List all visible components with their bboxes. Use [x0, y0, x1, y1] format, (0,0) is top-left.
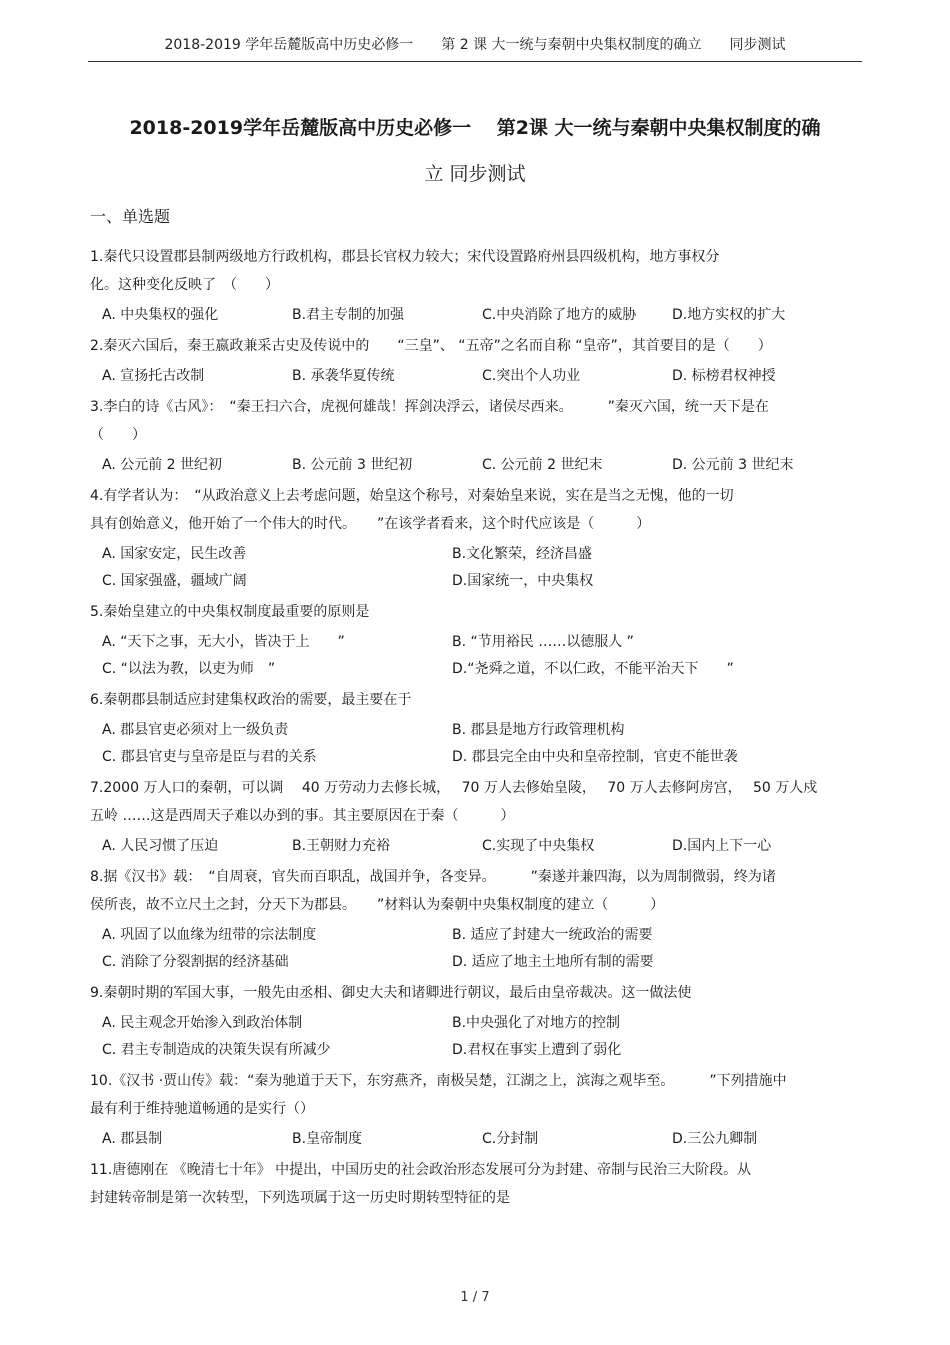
option-a[interactable]: A. 民主观念开始渗入到政治体制	[102, 1015, 303, 1031]
option-list	[90, 833, 862, 860]
option-c[interactable]: C. 公元前 2 世纪末	[482, 457, 603, 473]
question-stem: 9.秦朝时期的军国大事，一般先由丞相、御史大夫和诸卿进行朝议，最后由皇帝裁决。这一做法使	[90, 985, 692, 1001]
option-b[interactable]: B. “节用裕民 ……以德服人 ”	[452, 634, 634, 650]
section-heading: 一、单选题	[90, 207, 171, 226]
option-list	[90, 629, 862, 683]
option-d[interactable]: D.君权在事实上遭到了弱化	[452, 1042, 622, 1058]
question-6	[90, 686, 862, 771]
option-b[interactable]: B. 公元前 3 世纪初	[292, 457, 413, 473]
option-c[interactable]: C. “以法为教，以吏为师 ”	[102, 661, 276, 677]
option-list	[90, 1126, 862, 1153]
question-5	[90, 598, 862, 683]
option-d[interactable]: D.国家统一，中央集权	[452, 573, 594, 589]
title-line-1: 2018-2019学年岳麓版高中历史必修一 第2课 大一统与秦朝中央集权制度的确	[129, 117, 821, 139]
option-a[interactable]: A. 中央集权的强化	[102, 307, 219, 323]
option-d[interactable]: D. 公元前 3 世纪末	[672, 457, 794, 473]
option-c[interactable]: C.分封制	[482, 1131, 539, 1147]
option-c[interactable]: C.实现了中央集权	[482, 838, 595, 854]
option-list	[90, 302, 862, 329]
question-stem: 1.秦代只设置郡县制两级地方行政机构，郡县长官权力较大；宋代设置路府州县四级机构，地方事权分 化。这种变化反映了 （ ）	[90, 249, 720, 293]
question-stem: 3.李白的诗《古风》： “秦王扫六合，虎视何雄哉！挥剑决浮云，诸侯尽西来。 ”秦灭六国，统一天下是在 （ ）	[90, 399, 769, 443]
option-b[interactable]: B.君主专制的加强	[292, 307, 405, 323]
question-list	[90, 243, 862, 1212]
question-9	[90, 979, 862, 1064]
option-d[interactable]: D.地方实权的扩大	[672, 307, 786, 323]
option-a[interactable]: A. 国家安定，民生改善	[102, 546, 247, 562]
option-list	[90, 1010, 862, 1064]
running-header: 2018-2019 学年岳麓版高中历史必修一 第 2 课 大一统与秦朝中央集权制度的确立 同步测试	[164, 37, 786, 53]
option-d[interactable]: D.国内上下一心	[672, 838, 772, 854]
header-divider	[88, 61, 862, 62]
option-list	[90, 541, 862, 595]
title-line-2: 立 同步测试	[424, 163, 526, 185]
question-7	[90, 774, 862, 860]
page-number: 1 / 7	[460, 1290, 490, 1305]
option-a[interactable]: A. “天下之事，无大小，皆决于上 ”	[102, 634, 345, 650]
question-4	[90, 482, 862, 595]
question-stem: 2.秦灭六国后，秦王嬴政兼采古史及传说中的 “三皇”、 “五帝”之名而自称 “皇帝”，其首要目的是（ ）	[90, 338, 772, 354]
option-b[interactable]: B.王朝财力充裕	[292, 838, 391, 854]
option-c[interactable]: C. 消除了分裂割据的经济基础	[102, 954, 289, 970]
question-stem: 5.秦始皇建立的中央集权制度最重要的原则是	[90, 604, 370, 620]
question-3	[90, 393, 862, 479]
option-b[interactable]: B.中央强化了对地方的控制	[452, 1015, 621, 1031]
option-c[interactable]: C. 君主专制造成的决策失误有所减少	[102, 1042, 331, 1058]
option-b[interactable]: B.皇帝制度	[292, 1131, 363, 1147]
option-d[interactable]: D.三公九卿制	[672, 1131, 758, 1147]
question-2	[90, 332, 862, 390]
question-stem: 10.《汉书 ·贾山传》载：“秦为驰道于天下，东穷燕齐，南极吴楚，江湖之上，滨海之观毕至。 ”下列措施中 最有利于维持驰道畅通的是实行（）	[90, 1073, 787, 1117]
question-stem: 4.有学者认为： “从政治意义上去考虑问题，始皇这个称号，对秦始皇来说，实在是当之无愧，他的一切 具有创始意义，他开始了一个伟大的时代。 ”在该学者看来，这个时代应该是（ ）	[90, 488, 734, 532]
question-8	[90, 863, 862, 976]
option-list	[90, 363, 862, 390]
option-d[interactable]: D. 适应了地主土地所有制的需要	[452, 954, 654, 970]
option-b[interactable]: B. 郡县是地方行政管理机构	[452, 722, 625, 738]
question-stem: 8.据《汉书》载： “自周衰，官失而百职乱，战国并争，各变异。 ”秦遂并兼四海，以为周制微弱，终为诸 侯所丧，故不立尺土之封，分天下为郡县。 ”材料认为秦朝中央集权制度的建立（ ）	[90, 869, 776, 913]
option-c[interactable]: C.中央消除了地方的威胁	[482, 307, 637, 323]
option-b[interactable]: B. 承袭华夏传统	[292, 368, 395, 384]
question-11	[90, 1156, 862, 1212]
question-stem: 6.秦朝郡县制适应封建集权政治的需要，最主要在于	[90, 692, 412, 708]
question-10	[90, 1067, 862, 1153]
option-b[interactable]: B. 适应了封建大一统政治的需要	[452, 927, 653, 943]
option-list	[90, 717, 862, 771]
question-1	[90, 243, 862, 329]
question-stem: 7.2000 万人口的秦朝，可以调 40 万劳动力去修长城， 70 万人去修始皇陵， 70 万人去修阿房宫， 50 万人戍 五岭 ……这是西周天子难以办到的事。其主要原因在于秦（ ）	[90, 780, 818, 824]
option-c[interactable]: C.突出个人功业	[482, 368, 581, 384]
option-a[interactable]: A. 公元前 2 世纪初	[102, 457, 223, 473]
option-d[interactable]: D. 标榜君权神授	[672, 368, 776, 384]
option-c[interactable]: C. 国家强盛，疆域广阔	[102, 573, 247, 589]
document-title	[90, 105, 860, 197]
option-a[interactable]: A. 郡县官吏必须对上一级负责	[102, 722, 289, 738]
option-c[interactable]: C. 郡县官吏与皇帝是臣与君的关系	[102, 749, 317, 765]
option-list	[90, 922, 862, 976]
option-a[interactable]: A. 巩固了以血缘为纽带的宗法制度	[102, 927, 317, 943]
option-d[interactable]: D.“尧舜之道，不以仁政，不能平治天下 ”	[452, 661, 734, 677]
option-a[interactable]: A. 郡县制	[102, 1131, 163, 1147]
option-b[interactable]: B.文化繁荣，经济昌盛	[452, 546, 593, 562]
option-a[interactable]: A. 宣扬托古改制	[102, 368, 205, 384]
question-stem: 11.唐德刚在 《晚清七十年》 中提出，中国历史的社会政治形态发展可分为封建、帝制与民治三大阶段。从 封建转帝制是第一次转型，下列选项属于这一历史时期转型特征的是	[90, 1162, 752, 1206]
option-a[interactable]: A. 人民习惯了压迫	[102, 838, 219, 854]
option-d[interactable]: D. 郡县完全由中央和皇帝控制，官吏不能世袭	[452, 749, 738, 765]
option-list	[90, 452, 862, 479]
